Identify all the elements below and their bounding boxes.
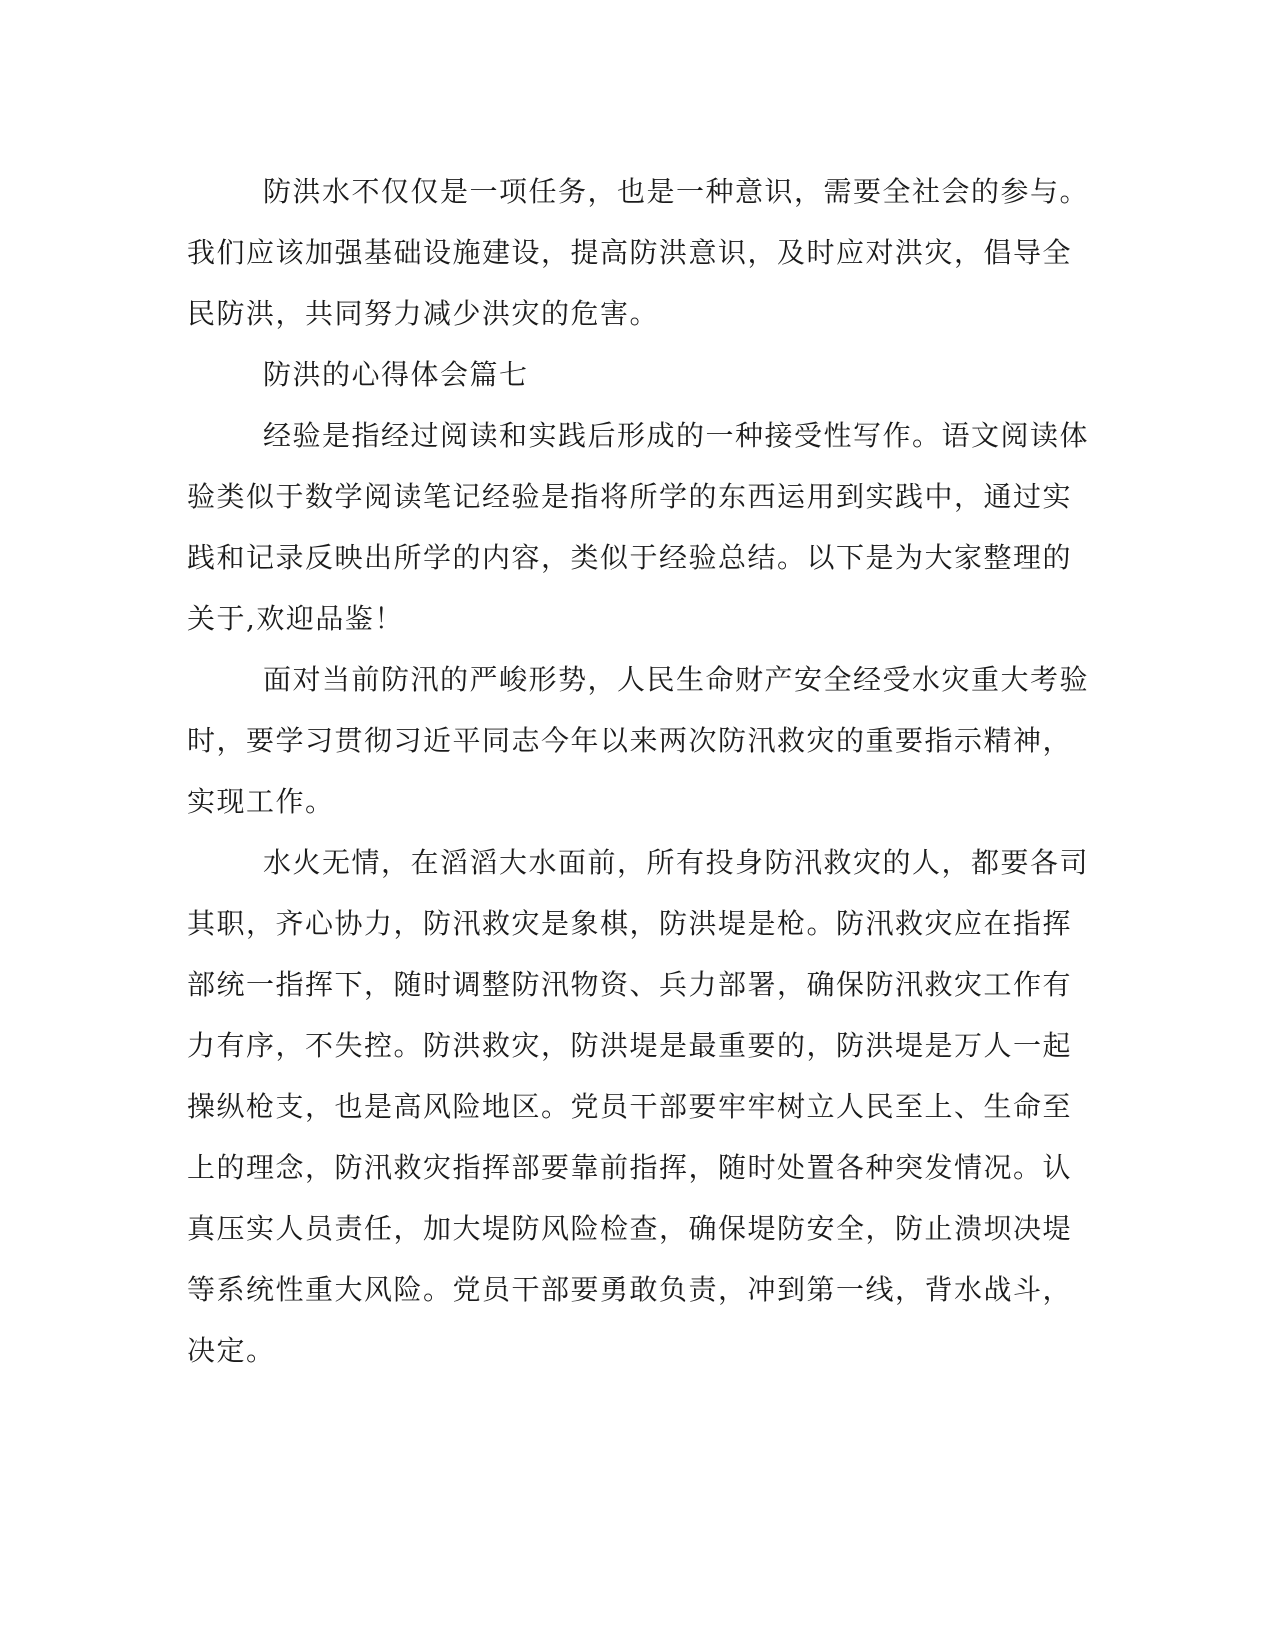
text-line: 践和记录反映出所学的内容，类似于经验总结。以下是为大家整理的 [187,541,1073,574]
text-line: 力有序，不失控。防洪救灾，防洪堤是最重要的，防洪堤是万人一起 [187,1029,1073,1062]
text-line: 部统一指挥下，随时调整防汛物资、兵力部署，确保防汛救灾工作有 [187,968,1073,1001]
section-heading [187,344,1067,405]
text-line: 防洪水不仅仅是一项任务，也是一种意识，需要全社会的参与。 [263,175,1090,208]
text-line: 决定。 [187,1334,276,1367]
text-line: 上的理念，防汛救灾指挥部要靠前指挥，随时处置各种突发情况。认 [187,1151,1073,1184]
text-line: 我们应该加强基础设施建设，提高防洪意识，及时应对洪灾，倡导全 [187,236,1073,269]
text-line: 经验是指经过阅读和实践后形成的一种接受性写作。语文阅读体 [263,419,1090,452]
text-line: 实现工作。 [187,785,335,818]
text-line: 其职，齐心协力，防汛救灾是象棋，防洪堤是枪。防汛救灾应在指挥 [187,907,1073,940]
text-line: 民防洪，共同努力减少洪灾的危害。 [187,297,660,330]
document-body [187,161,1090,1381]
text-line: 关于,欢迎品鉴！ [187,602,404,635]
paragraph-flood-response [187,832,1090,1381]
text-line: 等系统性重大风险。党员干部要勇敢负责，冲到第一线，背水战斗， [187,1273,1073,1306]
paragraph-situation [187,649,1090,832]
text-line: 水火无情，在滔滔大水面前，所有投身防汛救灾的人，都要各司 [263,846,1090,879]
text-line: 时，要学习贯彻习近平同志今年以来两次防汛救灾的重要指示精神， [187,724,1073,757]
text-line: 操纵枪支，也是高风险地区。党员干部要牢牢树立人民至上、生命至 [187,1090,1073,1123]
heading-text: 防洪的心得体会篇七 [263,358,529,391]
text-line: 面对当前防汛的严峻形势，人民生命财产安全经受水灾重大考验 [263,663,1090,696]
text-line: 真压实人员责任，加大堤防风险检查，确保堤防安全，防止溃坝决堤 [187,1212,1073,1245]
paragraph-flood-awareness [187,161,1090,344]
text-line: 验类似于数学阅读笔记经验是指将所学的东西运用到实践中，通过实 [187,480,1073,513]
paragraph-experience [187,405,1090,649]
